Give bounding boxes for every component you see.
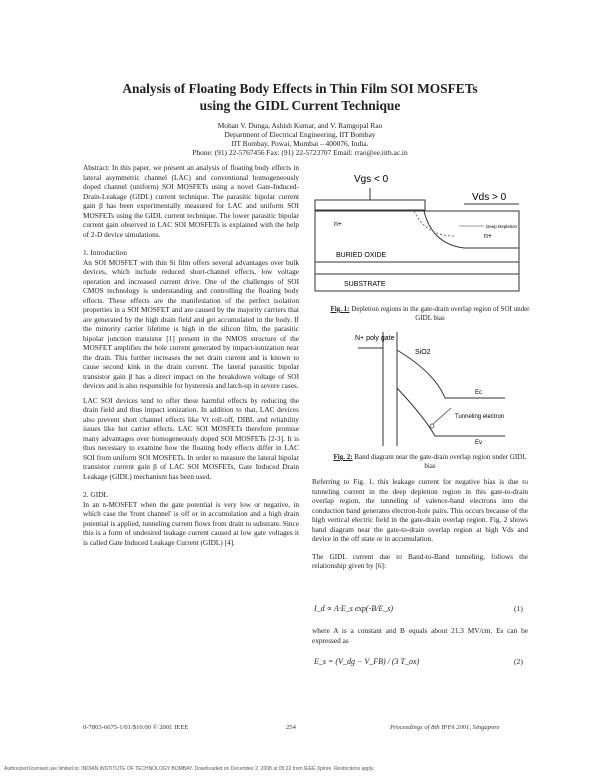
fig1-drain-junction: [424, 211, 519, 248]
fig1-gate-label: n+: [334, 221, 342, 228]
fig2-caption-tag: Fig. 2:: [333, 453, 353, 461]
author-names: Mohan V. Dunga, Ashish Kumar, and V. Ramgopal Rao: [217, 121, 383, 130]
left-column: [83, 163, 299, 547]
figure1-caption: [330, 305, 530, 322]
abstract-text: Abstract: In this paper, we present an analysis of floating body effects in lateral asymmetric channel (LAC) and conventional homogeneously doped channel (uniform) SOI MOSFETs using a novel Gate-Induced-Drain-Leakage (GIDL) current technique. The parasitic bipolar current gain β has been experimentally measured for LAC and uniform SOI MOSFETs using the GIDL current technique. The lower parasitic bipolar current gain observed in LAC SOI MOSFETs is explained with the help of 2-D device simulations.: [83, 163, 299, 239]
fig1-caption-text: Depletion regions in the gate-drain overlap region of SOI under GIDL bias: [351, 305, 530, 322]
fig1-vds-label: Vds > 0: [472, 192, 507, 203]
equation2-number: (2): [514, 657, 523, 666]
right-paragraph3: where A is a constant and B equals about 21.3 MV/cm. Es can be expressed as: [312, 626, 528, 645]
footer-page-number: 254: [286, 724, 296, 731]
right-column: [312, 477, 528, 571]
equation1: I_d ∝ A·E_s exp(-B/E_s): [314, 604, 394, 613]
figure1-diagram: [314, 166, 520, 292]
fig2-poly-label: N+ poly gate: [355, 335, 395, 342]
fig1-drain-label: n+: [484, 233, 492, 240]
fig1-substrate-label: SUBSTRATE: [344, 281, 386, 288]
fig2-tunnel-arrow: [433, 408, 451, 424]
fig1-caption-tag: Fig. 1:: [330, 305, 350, 313]
license-banner: Authorized licensed use limited to: INDIAN INSTITUTE OF TECHNOLOGY BOMBAY. Downloaded on December 2, 2008 at 05:22 from IEEE Xplore. Restrictions apply.: [4, 766, 375, 772]
fig1-oxide-label: BURIED OXIDE: [336, 252, 387, 259]
fig2-valence-band: [397, 388, 505, 436]
footer-copyright: 0-7803-6675-1/01/$10.00 © 2001 IEEE: [83, 724, 189, 731]
section2-paragraph1: In an n-MOSFET when the gate potential is very low or negative, in which case the 'front channel' is off or in accumulation and a high drain potential is applied, tunneling current flows from drain to substrate. Since this is a form of undesired leakage current caused at low gate voltages it is called Gate Induced Leakage Current (GIDL) [4].: [83, 499, 299, 547]
author-address: IIT Bombay, Powai, Mumbai – 400076, India.: [231, 139, 369, 148]
right-paragraph1: Referring to Fig. 1, this leakage current for negative bias is due to tunneling current in the deep depletion region in this gate-to-drain overlap region, the tunneling of valence-band electrons into the conduction band generates electron-hole pairs. This occurs because of the high vertical electric field in the gate-drain overlap region. Fig. 2 shows band diagram near the gate-to-drain overlap region at high Vds and device in the off state or in accumulation.: [312, 477, 528, 543]
fig1-depletion-label: Deep Depletion: [486, 224, 518, 229]
fig2-ec-label: Ec: [475, 390, 483, 396]
fig2-sio2-label: SiO2: [415, 349, 431, 356]
section1-paragraph1: An SOI MOSFET with thin Si film offers several advantages over bulk devices, which include reduced short-channel effects, low voltage operation and increased current drive. One of the challenges of SOI CMOS technology is understanding and controlling the floating body effects. These effects are the manifestation of the perfect isolation properties in a SOI MOSFET and are caused by the majority carriers that are generated by the high drain field and get accumulated in the body. If the minority carrier lifetime is high in the silicon film, the parasitic bipolar junction transistor [1] present in the NMOS structure of the MOSFET amplifies the hole current generated by impact-ionization near the drain. This further increases the net drain current and is known to cause second kink in the drain current. The lateral parasitic bipolar transistor gain β has a direct impact on the breakdown voltage of SOI devices and is also responsible for hysteresis and latch-up in severe cases.: [83, 257, 299, 390]
fig1-vgs-label: Vgs < 0: [354, 174, 389, 185]
fig1-depletion-edge: [414, 211, 454, 236]
fig2-tunneling-label: Tunneling electron: [455, 414, 505, 420]
fig2-ev-label: Ev: [475, 440, 483, 446]
figure2-caption: [330, 453, 530, 470]
author-department: Department of Electrical Engineering, IIT Bombay: [224, 130, 376, 139]
fig1-gate: [315, 200, 425, 210]
fig2-conduction-band: [397, 350, 505, 398]
right-paragraph2: The GIDL current due to Band-to-Band tunneling, follows the relationship given by [6]:: [312, 551, 528, 570]
section1-heading: 1. Introduction: [83, 248, 127, 257]
fig2-electron-marker: [430, 424, 434, 428]
paper-title-line1: Analysis of Floating Body Effects in Thin Film SOI MOSFETs: [122, 81, 478, 96]
footer-proceedings: Proceedings of 8th IPFA 2001, Singapore: [390, 724, 500, 731]
section2-heading: 2. GIDL: [83, 490, 109, 499]
paper-title-line2: using the GIDL Current Technique: [199, 98, 401, 113]
fig1-device-frame: [315, 211, 519, 291]
section1-paragraph2: LAC SOI devices tend to offer these harmful effects by reducing the drain field and thus impact ionization. In addition to that, LAC devices also prevent short channel effects like Vt roll-off, DIBL and reliability issues like hot carrier effects. LAC SOI MOSFETs therefore promise many advantages over homogeneously doped SOI MOSFETs [2-3]. It is thus necessary to examine how the floating body effects differ in LAC SOI from uniform SOI MOSFETs. In order to measure the lateral bipolar transistor current gain β of LAC SOI MOSFETs, Gate Induced Drain Leakage (GIDL) mechanism has been used.: [83, 395, 299, 481]
figure2-diagram: [355, 328, 515, 446]
equation2: E_s = (V_dg − V_FB) / (3 T_ox): [314, 657, 420, 666]
equation1-number: (1): [514, 604, 523, 613]
fig2-caption-text: Band diagram near the gate-drain overlap region under GIDL bias: [354, 453, 527, 470]
author-contact: Phone: (91) 22-5767456 Fax: (91) 22-5723707 Email: rrao@ee.iitb.ac.in: [192, 148, 408, 157]
